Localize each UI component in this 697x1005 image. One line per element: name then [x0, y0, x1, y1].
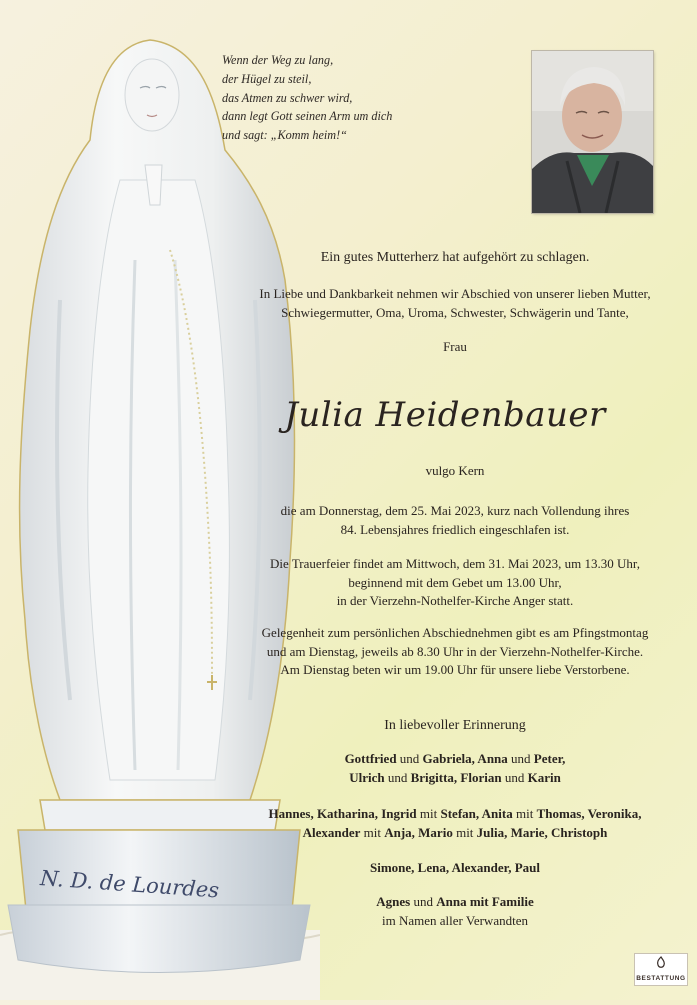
funeral-line: beginnend mit dem Gebet um 13.00 Uhr,: [348, 574, 562, 590]
intro-line: In Liebe und Dankbarkeit nehmen wir Abschied von unserer lieben Mutter,: [259, 286, 651, 301]
funeral-line: in der Vierzehn-Nothelfer-Kirche Anger statt.: [336, 593, 574, 608]
mourner-line: Agnes und Anna mit Familie: [376, 894, 534, 909]
funeral-details: [220, 555, 690, 611]
farewell-details: [220, 624, 690, 680]
death-notice-line: die am Donnerstag, dem 25. Mai 2023, kurz nach Vollendung ihres: [280, 503, 630, 518]
intro-line: Schwiegermutter, Oma, Uroma, Schwester, Schwägerin und Tante,: [281, 304, 629, 320]
mourner-line: Ulrich und Brigitta, Florian und Karin: [349, 769, 561, 785]
mourner-line: Alexander mit Anja, Mario mit Julia, Marie, Christoph: [302, 824, 608, 840]
farewell-line: Gelegenheit zum persönlichen Abschiednehmen gibt es am Pfingstmontag: [261, 625, 649, 640]
poem-block: [222, 51, 512, 145]
mourner-line: Gottfried und Gabriela, Anna und Peter,: [344, 751, 566, 766]
madonna-statue-image: [0, 0, 320, 1000]
portrait-photo: [532, 51, 653, 213]
farewell-line: Am Dienstag beten wir um 19.00 Uhr für unsere liebe Verstorbene.: [280, 662, 630, 677]
headline: Ein gutes Mutterherz hat aufgehört zu schlagen.: [320, 250, 590, 265]
poem-line: dann legt Gott seinen Arm um dich: [222, 109, 393, 124]
mourners-group-1: [220, 750, 690, 787]
logo-word: BESTATTUNG: [636, 975, 686, 982]
remembrance-heading: In liebevoller Erinnerung: [384, 718, 526, 733]
mourners-group-2: [220, 805, 690, 842]
closing-line: im Namen aller Verwandten: [382, 912, 528, 928]
funeral-home-logo: [634, 953, 688, 986]
mourner-line: Hannes, Katharina, Ingrid mit Stefan, Anita mit Thomas, Veronika,: [268, 806, 642, 821]
poem-line: Wenn der Weg zu lang,: [222, 53, 334, 67]
statue-inscription: N. D. de Lourdes: [39, 866, 220, 903]
poem-line: das Atmen zu schwer wird,: [222, 90, 353, 105]
funeral-line: Die Trauerfeier findet am Mittwoch, dem 31. Mai 2023, um 13.30 Uhr,: [270, 556, 640, 571]
poem-line: der Hügel zu steil,: [222, 71, 312, 86]
deceased-name: Julia Heidenbauer: [284, 395, 606, 435]
death-notice: [220, 502, 690, 539]
salutation: Frau: [443, 339, 467, 354]
mourners-group-3: Simone, Lena, Alexander, Paul: [370, 860, 540, 875]
flame-icon: [654, 956, 668, 969]
death-notice-line: 84. Lebensjahres friedlich eingeschlafen ist.: [340, 521, 570, 537]
mourners-group-4: [220, 893, 690, 930]
poem-line: und sagt: „Komm heim!“: [222, 128, 347, 143]
nickname: vulgo Kern: [425, 463, 485, 478]
intro-text: [220, 285, 690, 322]
farewell-line: und am Dienstag, jeweils ab 8.30 Uhr in der Vierzehn-Nothelfer-Kirche.: [266, 643, 644, 659]
